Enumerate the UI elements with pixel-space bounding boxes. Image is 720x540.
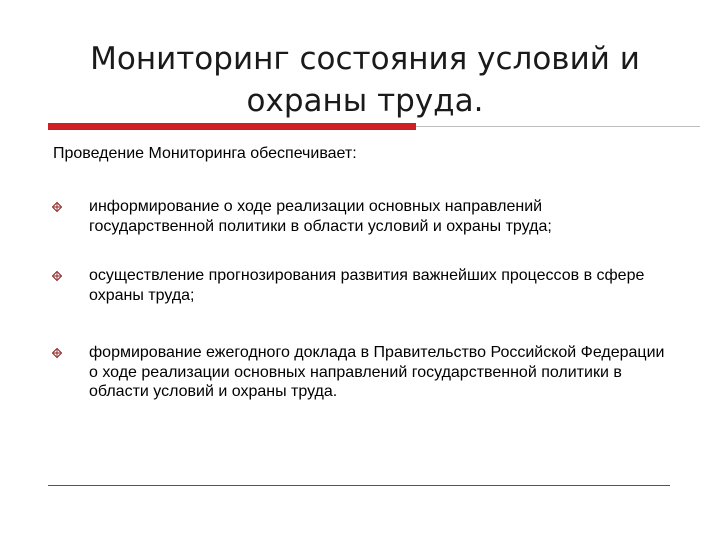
bottom-divider [48, 485, 670, 486]
diamond-bullet-icon [52, 202, 62, 212]
intro-text: Проведение Мониторинга обеспечивает: [53, 145, 357, 162]
bullet-text: информирование о ходе реализации основных направлений государственной политики в области условий и охраны труда; [89, 198, 552, 235]
title-accent-bar [48, 123, 416, 130]
bullet-text: осуществление прогнозирования развития важнейших процессов в сфере охраны труда; [89, 267, 645, 304]
slide-title-line-1: Мониторинг состояния условий и [90, 41, 640, 77]
bullet-text: формирование ежегодного доклада в Правительство Российской Федерации о ходе реализации основных направлений государственной политики в области условий и охраны труда. [89, 344, 665, 400]
slide-title [40, 38, 690, 122]
diamond-bullet-icon [52, 348, 62, 358]
slide-title-line-2: охраны труда. [246, 83, 484, 119]
diamond-bullet-icon [52, 271, 62, 281]
